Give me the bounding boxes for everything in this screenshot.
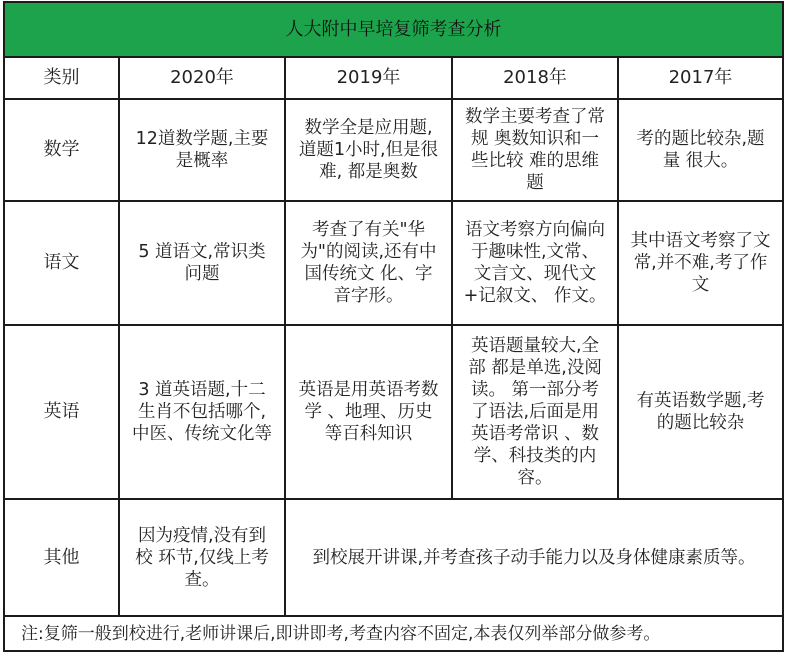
table-title: [5, 3, 782, 58]
cell-english-2020: 3 道英语题,十二生肖不包括哪个,中医、传统文化等: [120, 326, 286, 500]
header-category: 类别: [5, 58, 120, 100]
cell-english-2018: 英语题量较大,全部 都是单选,没阅读。 第一部分考了语法,后面是用英语考常识 、数学、科技类的内容。: [453, 326, 619, 500]
row-chinese-label: 语文: [5, 202, 120, 326]
cell-chinese-2019: 考查了有关"华为"的阅读,还有中国传统文 化、字音字形。: [286, 202, 453, 326]
analysis-table: [3, 1, 784, 652]
cell-math-2020: 12道数学题,主要是概率: [120, 100, 286, 202]
cell-math-2019: 数学全是应用题,道题1小时,但是很难, 都是奥数: [286, 100, 453, 202]
cell-other-2020: 因为疫情,没有到校 环节,仅线上考查。: [120, 500, 286, 617]
row-math-label: 数学: [5, 100, 120, 202]
header-2020: 2020年: [120, 58, 286, 100]
header-2017: 2017年: [619, 58, 782, 100]
cell-english-2019: 英语是用英语考数学 、地理、历史等百科知识: [286, 326, 453, 500]
cell-chinese-2020: 5 道语文,常识类问题: [120, 202, 286, 326]
row-english-label: 英语: [5, 326, 120, 500]
row-other-label: 其他: [5, 500, 120, 617]
table-title-text: 人大附中早培复筛考查分析: [285, 18, 502, 40]
header-2018: 2018年: [453, 58, 619, 100]
cell-math-2017: 考的题比较杂,题量 很大。: [619, 100, 782, 202]
header-2019: 2019年: [286, 58, 453, 100]
cell-chinese-2017: 其中语文考察了文 常,并不难,考了作 文: [619, 202, 782, 326]
cell-chinese-2018: 语文考察方向偏向于趣味性,文常、文言文、现代文+记叙文、 作文。: [453, 202, 619, 326]
cell-english-2017: 有英语数学题,考的题比较杂: [619, 326, 782, 500]
cell-math-2018: 数学主要考查了常规 奥数知识和一些比较 难的思维题: [453, 100, 619, 202]
cell-other-2017-2019: 到校展开讲课,并考查孩子动手能力以及身体健康素质等。: [286, 500, 782, 617]
table-note: 注:复筛一般到校进行,老师讲课后,即讲即考,考查内容不固定,本表仅列举部分做参考。: [21, 623, 661, 644]
